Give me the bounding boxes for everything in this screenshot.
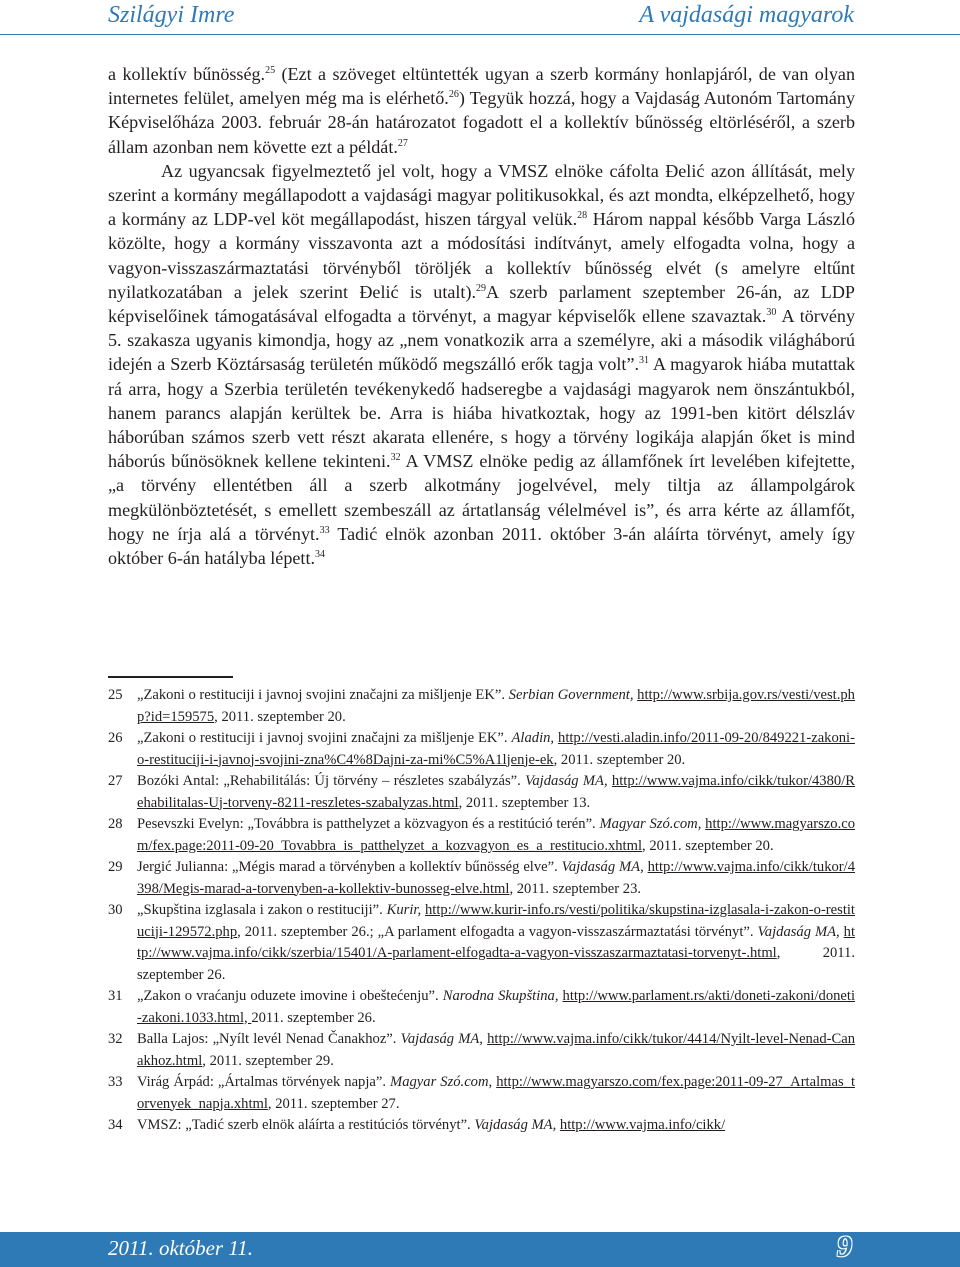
footnote-text: , 2011. szeptember 13. (458, 794, 591, 811)
footnote-text: Pesevszki Evelyn: „Továbbra is patthelyzet a közvagyon és a restitúció terén”. (137, 816, 600, 832)
source-name: Aladin, (511, 730, 555, 746)
text-run: Tadić elnök azonban 2011. október 3-án aláírta törvényt, amely így október 6-án hatályba lépett. (108, 523, 856, 569)
footnote (108, 685, 855, 728)
footnote-number: 25 (108, 687, 123, 703)
footnote-number: 32 (108, 1031, 123, 1047)
footnote-text: , 2011. szeptember 20. (642, 837, 774, 854)
text-run: A törvény 5. szakasza ugyanis kimondja, hogy az „nem vonatkozik arra a személyre, aki a második világháború idején a Szerb Köztársaság területén működő megszálló erők tagja volt”. (108, 306, 855, 375)
text-run: A VMSZ elnöke pedig az államfőnek írt levelében kifejtette, „a törvény ellentétben áll a szerb alkotmány jogelvével, mely tiltja az állampolgárok megkülönböztetését, s emellett szembeszáll az ártatlanság vélelmével is”, és arra kérte az államfőt, hogy ne írja alá a törvényt. (108, 451, 855, 544)
footnote-text: , 2011. szeptember 26. (137, 945, 855, 983)
running-header (0, 0, 960, 36)
footnote (108, 814, 855, 857)
footnote-number: 34 (108, 1117, 123, 1133)
footnotes (108, 685, 855, 1137)
header-author: Szilágyi Imre (108, 2, 235, 28)
footnote-text: , 2011. szeptember 20. (214, 708, 346, 725)
footnote-ref: 34 (315, 549, 325, 561)
footnote-link[interactable]: http://vesti.aladin.info/2011-09-20/849221-zakoni-o-restituciji-i-javnoj-svojini-zna%C4%8Dajni-za-mi%C5%A1ljenje-ek (137, 730, 855, 768)
footnote-number: 33 (108, 1074, 123, 1090)
footnote (108, 1072, 855, 1115)
footnote (108, 1029, 855, 1072)
source-name: Magyar Szó.com, (390, 1074, 493, 1090)
footnote-text: „Skupština izglasala i zakon o restituciji”. (137, 902, 387, 918)
footnote-link[interactable]: http://www.kurir-info.rs/vesti/politika/skupstina-izglasala-i-zakon-o-restituciji-129572.php (137, 902, 855, 940)
footnote-text: Jergić Julianna: „Mégis marad a törvényben a kollektív bűnösség elve”. (137, 859, 562, 875)
footnote-link[interactable]: http://www.parlament.rs/akti/doneti-zakoni/doneti-zakoni.1033.html, (137, 988, 856, 1026)
source-name: Magyar Szó.com, (599, 816, 702, 832)
footnote (108, 1115, 855, 1137)
footnote-number: 29 (108, 859, 123, 875)
text-run: a kollektív bűnösség. (108, 64, 266, 84)
header-title: A vajdasági magyarok (639, 2, 854, 28)
footnote-text: , 2011. szeptember 29. (202, 1052, 334, 1069)
footnote-link[interactable]: http://www.vajma.info/cikk/tukor/4414/Nyilt-level-Nenad-Canakhoz.html (137, 1031, 855, 1069)
footnote-text: Balla Lajos: „Nyílt levél Nenad Čanakhoz”. (137, 1031, 401, 1047)
footnote-separator (108, 676, 233, 678)
footnote-ref: 30 (766, 307, 777, 318)
footnote-ref: 27 (397, 137, 408, 149)
footnote-number: 27 (108, 773, 123, 789)
text-run: (Ezt a szöveget eltüntették ugyan a szerb kormány honlapjáról, de van olyan internetes felület, amelyen még ma is elérhető. (108, 64, 856, 109)
footnote-link[interactable]: http://www.vajma.info/cikk/tukor/4398/Megis-marad-a-torvenyben-a-kollektiv-bunosseg-elve.html (137, 859, 855, 897)
source-name: Vajdaság MA, (525, 773, 608, 789)
footnote-ref: 26 (448, 89, 459, 101)
footnote-text: , 2011. szeptember 23. (509, 880, 642, 897)
footnote-link[interactable]: http://www.magyarszo.com/fex.page:2011-09-27_Artalmas_torvenyek_napja.xhtml (137, 1074, 855, 1112)
text-run: Három nappal később Varga László közölte, hogy a kormány visszavonta azt a módosítási indítványt, amely elfogadta volna, hogy a vagyon-visszaszármaztatási törvényből töröljék a kollektív bűnösség elvét (s amelyre eltűnt nyilatkozatában a jelek szerint Đelić is utalt). (108, 209, 855, 302)
footnote-number: 30 (108, 902, 123, 918)
footnote-link[interactable]: http://www.vajma.info/cikk/szerbia/15401/A-parlament-elfogadta-a-vagyon-visszaszarmaztatasi-torvenyt-.html (137, 923, 855, 961)
page-footer (0, 1232, 960, 1267)
footnote-link[interactable]: http://www.srbija.gov.rs/vesti/vest.php?id=159575 (137, 687, 855, 725)
footnote-text: , 2011. szeptember 27. (267, 1095, 400, 1112)
footnote-link[interactable]: http://www.vajma.info/cikk/tukor/4380/Rehabilitalas-Uj-torveny-8211-reszletes-szabalyzas.html (137, 773, 855, 811)
footnote-number: 26 (108, 730, 123, 746)
footnote-text: , 2011. szeptember 26.; „A parlament elfogadta a vagyon-visszaszármaztatási törvényt”. (237, 923, 758, 940)
source-name: Vajdaság MA, (474, 1117, 557, 1133)
footer-date: 2011. október 11. (108, 1236, 254, 1260)
footnote-text: VMSZ: „Tadić szerb elnök aláírta a restitúciós törvényt”. (137, 1117, 475, 1133)
source-name: Kurir, (386, 902, 422, 918)
header-rule (0, 34, 960, 35)
footnote (108, 986, 855, 1029)
footnote-text: Virág Árpád: „Ártalmas törvények napja”. (137, 1074, 391, 1090)
footnote-number: 31 (108, 988, 123, 1004)
source-name: Narodna Skupština, (442, 988, 559, 1004)
footnote-link[interactable]: http://www.magyarszo.com/fex.page:2011-09-20_Tovabbra_is_patthelyzet_a_kozvagyon_es_a_restitucio.xhtml (137, 816, 855, 854)
source-name: Vajdaság MA, (400, 1031, 483, 1047)
footnote-ref: 25 (265, 64, 276, 76)
footnote-text: „Zakoni o restituciji i javnoj svojini značajni za mišljenje EK”. (137, 730, 512, 746)
footnote-text: , 2011. szeptember 20. (553, 751, 686, 768)
text-run: ) Tegyük hozzá, hogy a Vajdaság Autonóm Tartomány Képviselőháza 2003. február 28-án határozatot fogadott el a kollektív bűnösség eltörléséről, a szerb állam azonban nem követte ezt a példát. (108, 88, 855, 157)
paragraph (108, 159, 855, 570)
footnote-text: 2011. szeptember 26. (251, 1009, 376, 1026)
footnote-ref: 29 (476, 282, 486, 294)
text-run: A szerb parlament szeptember 26-án, az LDP képviselőinek támogatásával elfogadta a törvényt, a magyar képviselők ellene szavaztak. (108, 281, 855, 327)
footnote-ref: 33 (319, 524, 330, 536)
source-name: Vajdaság MA, (561, 859, 644, 875)
footnote-ref: 31 (639, 355, 649, 367)
footnote (108, 771, 855, 814)
page-number: 9 (837, 1230, 852, 1263)
footnote-ref: 28 (577, 210, 588, 222)
source-name: Vajdaság MA, (757, 923, 840, 940)
footnote-link[interactable]: http://www.vajma.info/cikk/ (559, 1117, 726, 1133)
footnote-text: „Zakon o vraćanju oduzete imovine i obeštećenju”. (137, 988, 443, 1004)
main-text (108, 62, 855, 570)
footnote-number: 28 (108, 816, 123, 832)
footnote-ref: 32 (390, 452, 401, 464)
source-name: Serbian Government, (508, 687, 634, 703)
footnote-text: Bozóki Antal: „Rehabilitálás: Új törvény – részletes szabályzás”. (137, 773, 526, 789)
footnote (108, 728, 855, 771)
footnote (108, 857, 855, 900)
footnote (108, 900, 855, 986)
text-run: Az ugyancsak figyelmeztető jel volt, hogy a VMSZ elnöke cáfolta Đelić azon állítását, mely szerint a kormány megállapodott a vajdasági magyar politikusokkal, és azt mondta, elképzelhető, hogy a kormány az LDP-vel köt megállapodást, hiszen tárgyal velük. (108, 160, 855, 230)
footnote-text: „Zakoni o restituciji i javnoj svojini značajni za mišljenje EK”. (137, 687, 509, 703)
text-run: A magyarok hiába mutattak rá arra, hogy a Szerbia területén tevékenykedő hadseregbe a vajdasági magyarok nem önszántukból, hanem parancs alapján kerültek be. Arra is hiába hivatkoztak, hogy az 1991-ben kitört délszláv háborúban számos szerb vett részt akarata ellenére, s hogy a törvény logikája alapján őket is mind háborús bűnösöknek kellene tekinteni. (108, 354, 855, 472)
paragraph (108, 62, 855, 159)
